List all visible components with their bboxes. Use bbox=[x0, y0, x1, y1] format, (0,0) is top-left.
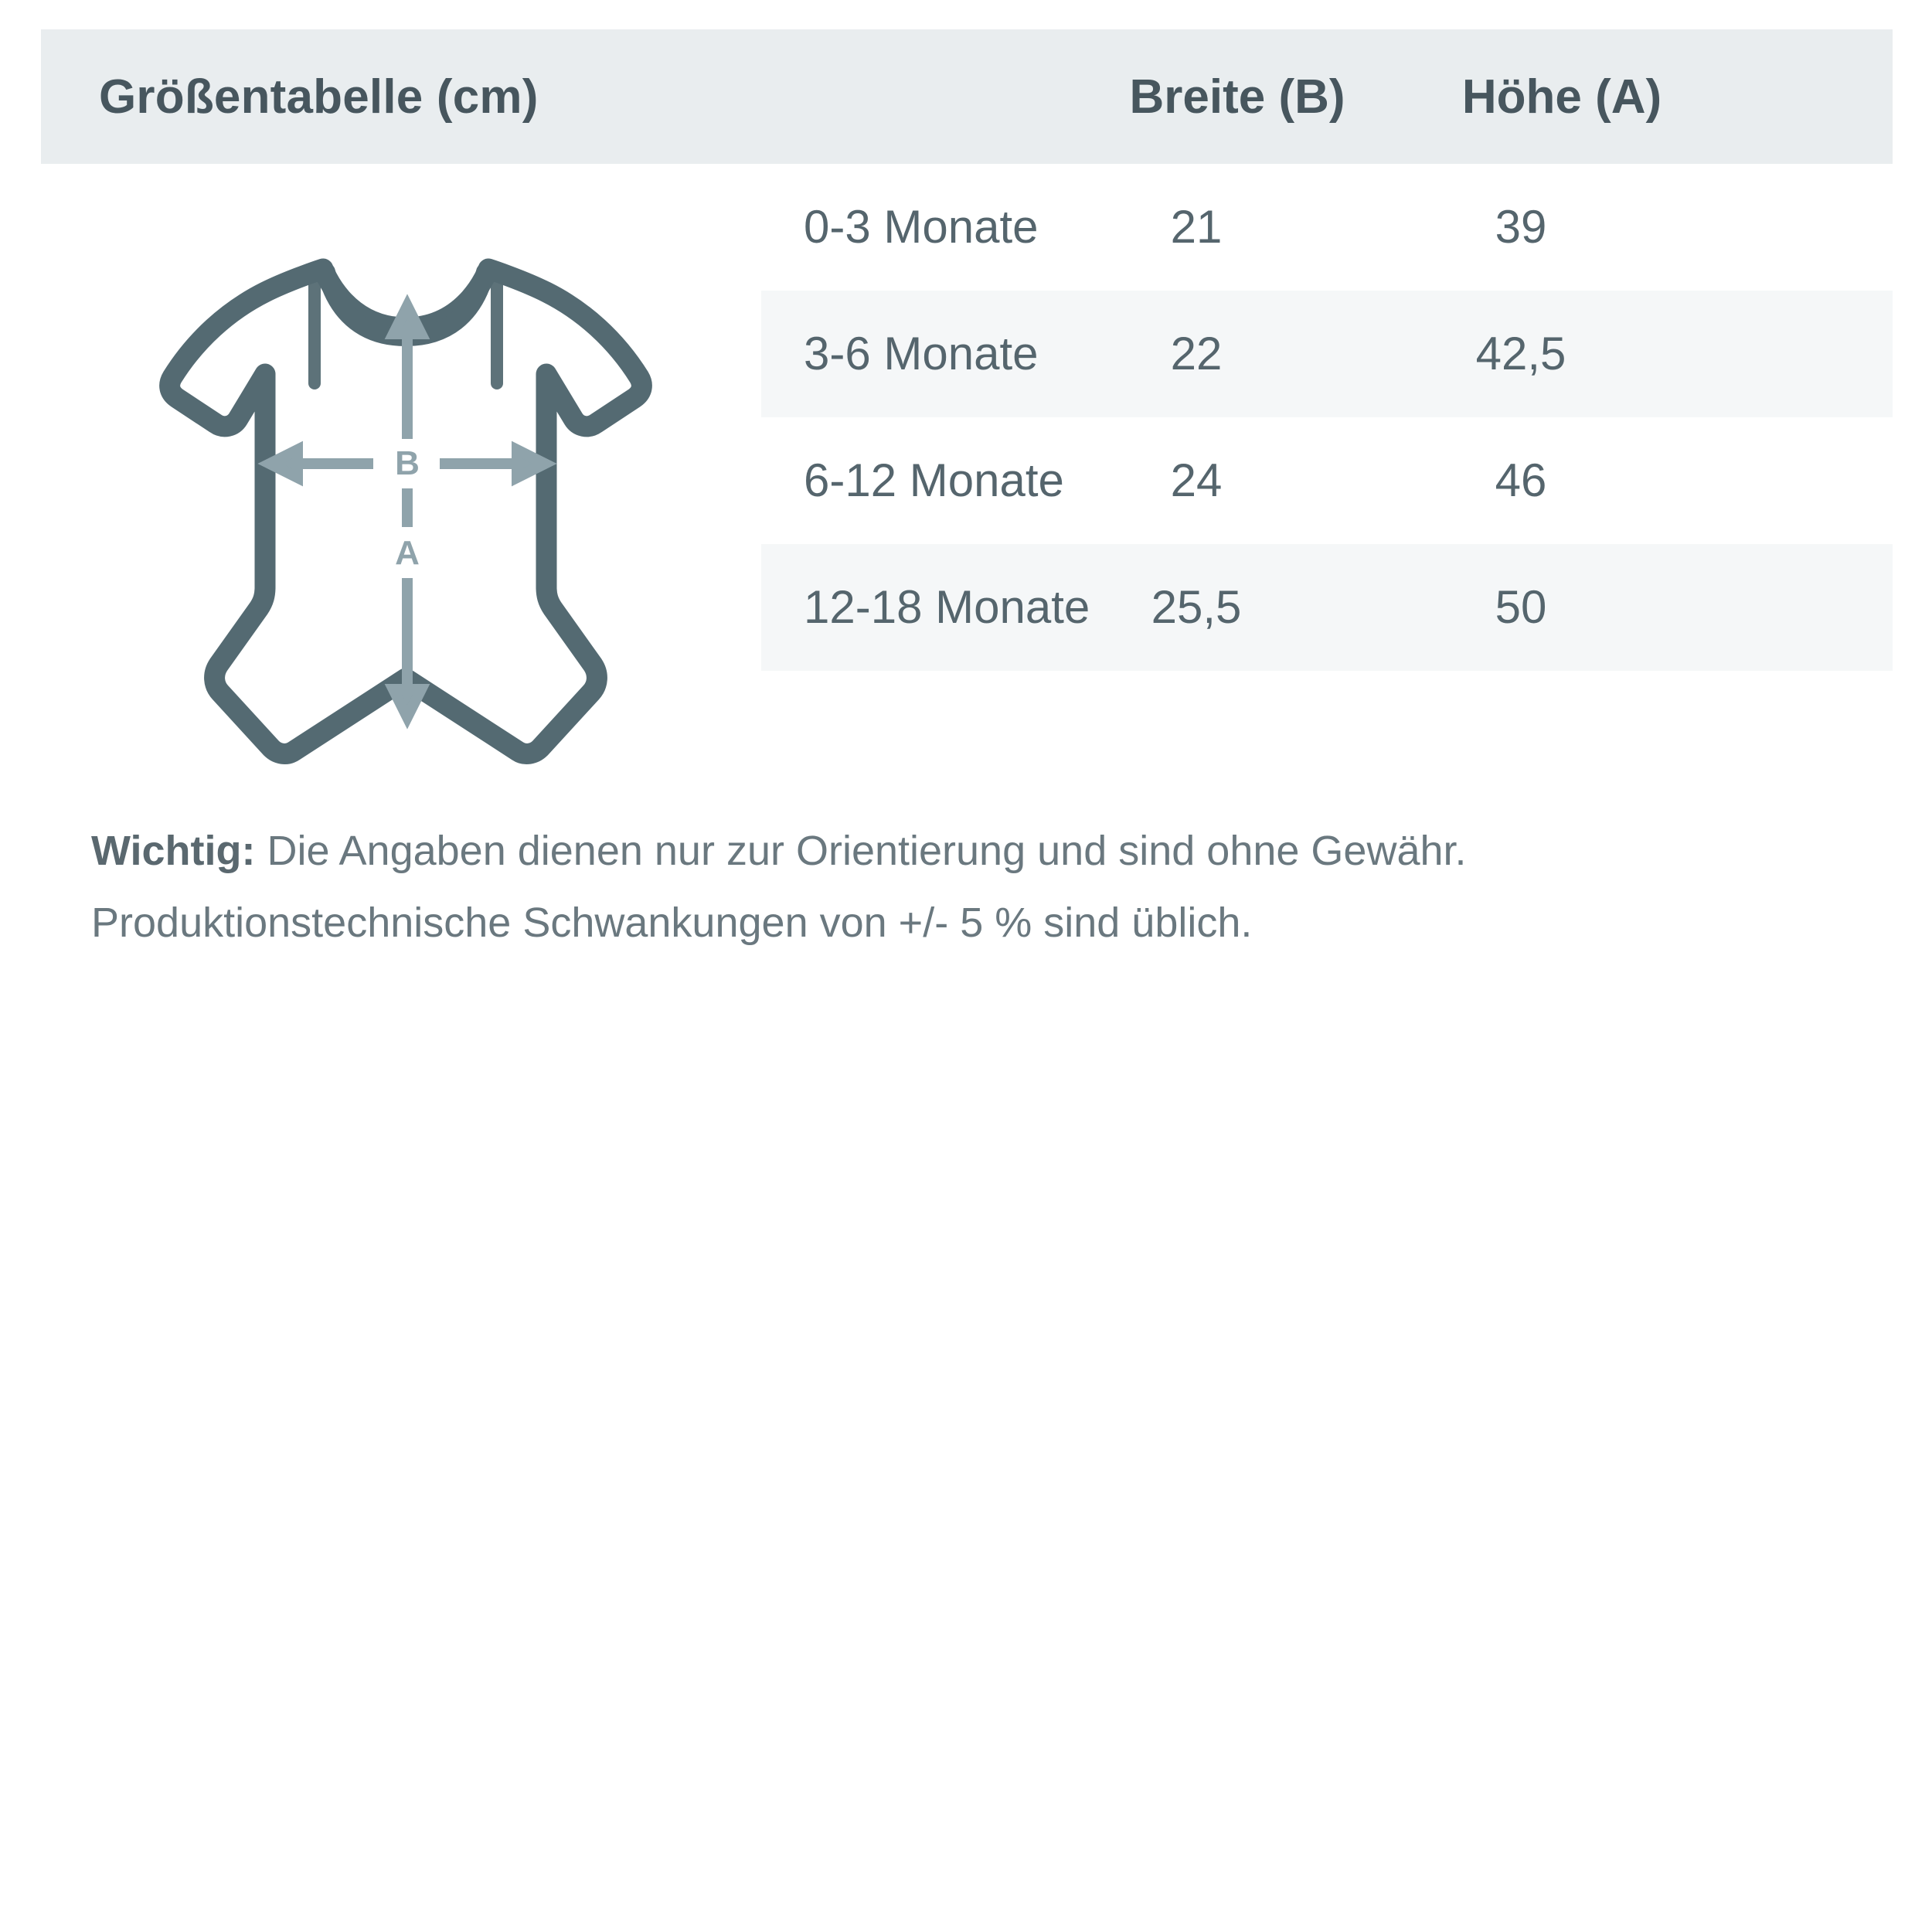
table-row bbox=[761, 164, 1893, 291]
footnote bbox=[91, 815, 1869, 959]
cell-size: 3-6 Monate bbox=[804, 328, 1039, 379]
cell-height: 46 bbox=[1495, 454, 1547, 506]
illustration-label-width: B bbox=[395, 444, 420, 482]
size-table bbox=[761, 164, 1893, 671]
table-header-band bbox=[41, 29, 1893, 164]
cell-height: 39 bbox=[1495, 201, 1547, 253]
footnote-lead: Wichtig: bbox=[91, 828, 256, 874]
garment-illustration bbox=[135, 232, 676, 773]
cell-size: 0-3 Monate bbox=[804, 201, 1039, 253]
table-row bbox=[761, 417, 1893, 544]
illustration-label-height: A bbox=[395, 534, 420, 572]
column-header-height: Höhe (A) bbox=[1461, 70, 1662, 124]
cell-width: 25,5 bbox=[1151, 581, 1242, 633]
cell-size: 6-12 Monate bbox=[804, 454, 1064, 506]
cell-width: 24 bbox=[1170, 454, 1223, 506]
footnote-text: Die Angaben dienen nur zur Orientierung und sind ohne Gewähr. Produktionstechnische Schwankungen von +/- 5 % sind üblich. bbox=[91, 828, 1467, 946]
table-row bbox=[761, 291, 1893, 417]
cell-width: 21 bbox=[1170, 201, 1223, 253]
table-row bbox=[761, 544, 1893, 671]
cell-width: 22 bbox=[1170, 328, 1223, 379]
page-title: Größentabelle (cm) bbox=[99, 70, 539, 124]
cell-height: 42,5 bbox=[1475, 328, 1566, 379]
cell-height: 50 bbox=[1495, 581, 1547, 633]
cell-size: 12-18 Monate bbox=[804, 581, 1090, 633]
column-header-width: Breite (B) bbox=[1129, 70, 1345, 124]
